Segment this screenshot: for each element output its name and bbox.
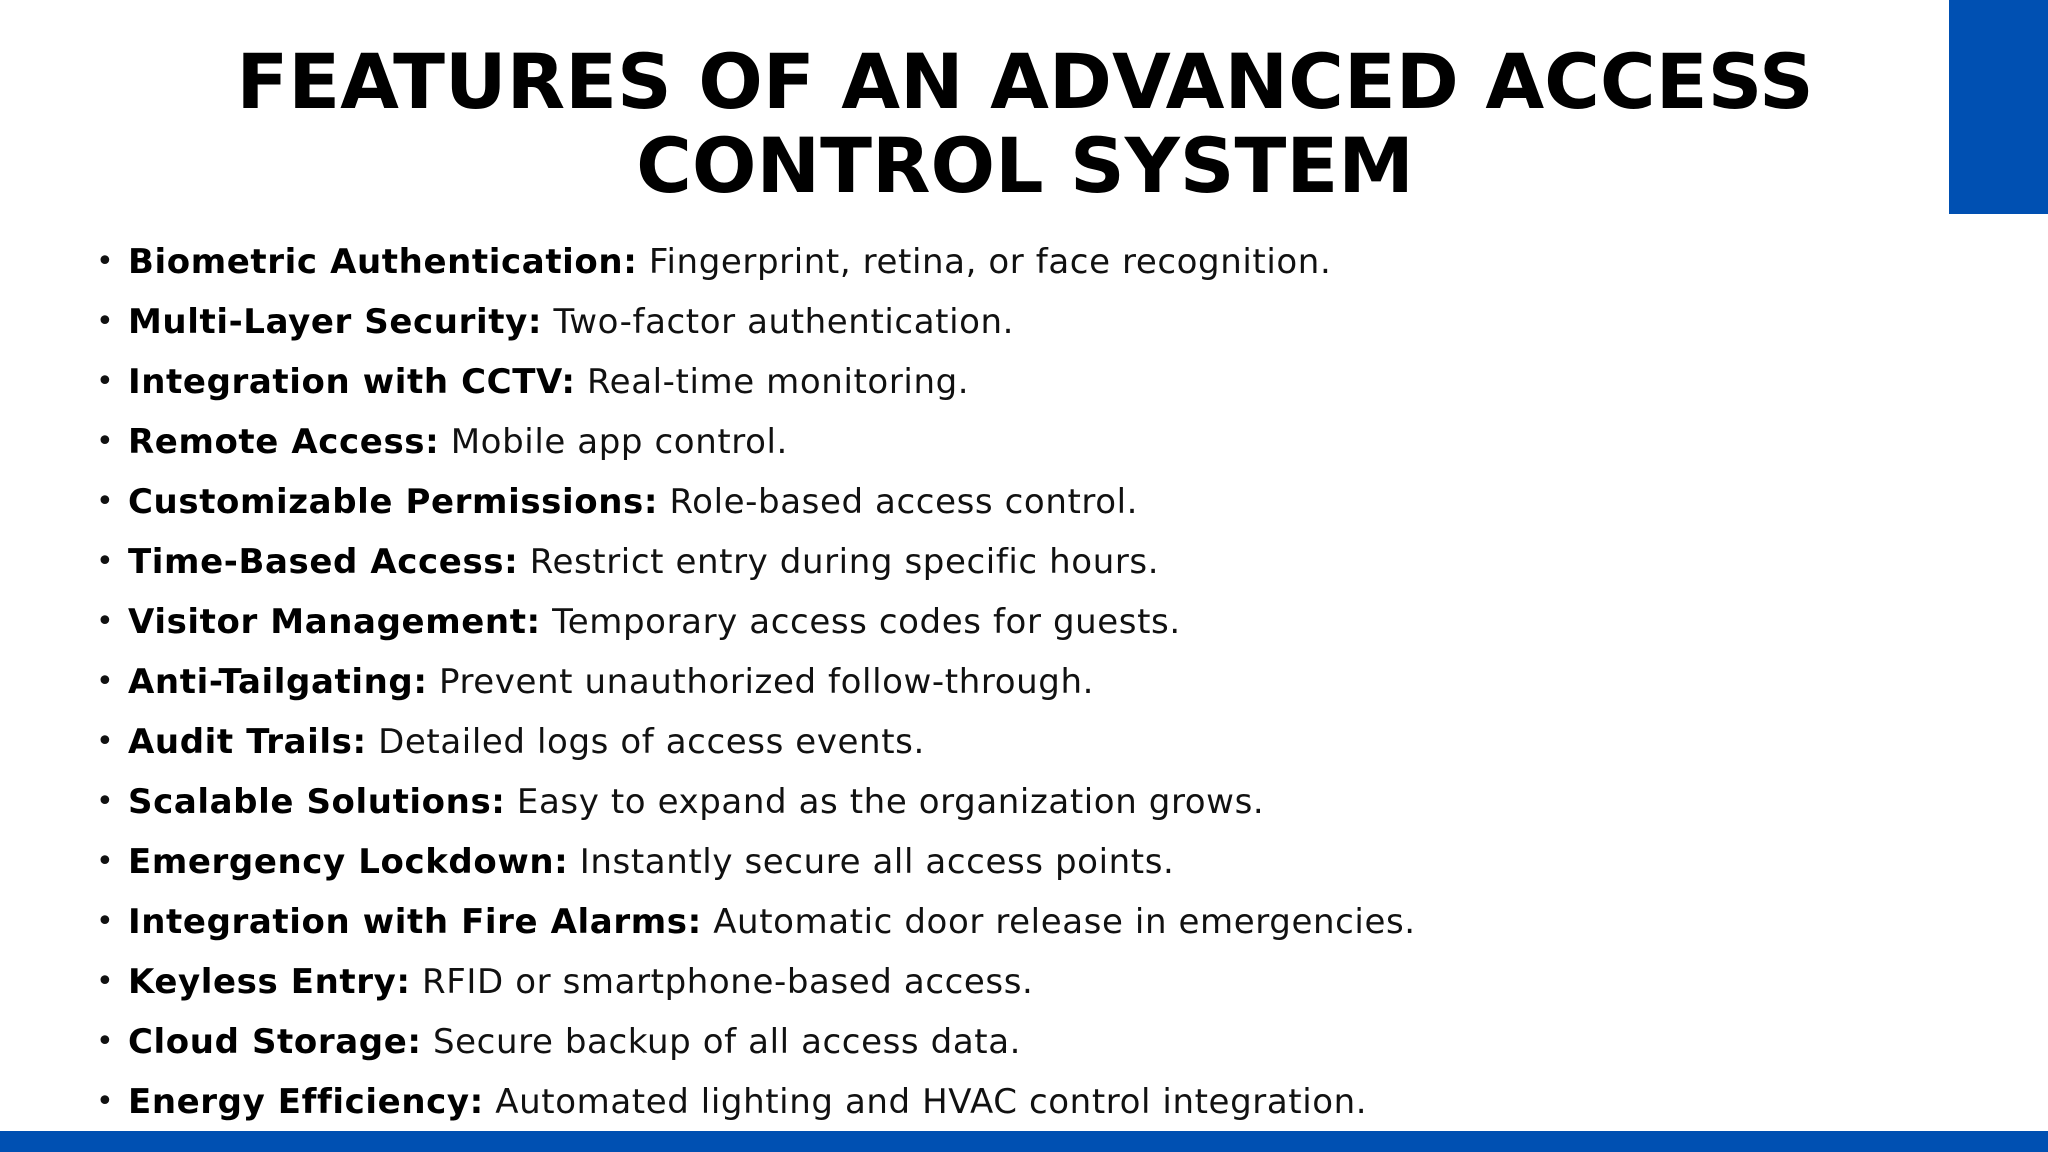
feature-item-integration-cctv bbox=[96, 356, 1896, 416]
bullet-icon: • bbox=[96, 364, 115, 399]
feature-item-integration-fire-alarms bbox=[96, 896, 1896, 956]
bullet-icon: • bbox=[96, 604, 115, 639]
feature-term: Emergency Lockdown: bbox=[128, 842, 569, 882]
slide-title-line-1: FEATURES OF AN ADVANCED ACCESS bbox=[236, 37, 1814, 126]
feature-term: Remote Access: bbox=[128, 422, 440, 462]
feature-description: Real-time monitoring. bbox=[575, 362, 970, 402]
feature-description: Fingerprint, retina, or face recognition. bbox=[637, 242, 1332, 282]
bullet-icon: • bbox=[96, 304, 115, 339]
feature-item-audit-trails bbox=[96, 716, 1896, 776]
corner-accent-bar bbox=[1949, 0, 2048, 214]
feature-description: RFID or smartphone-based access. bbox=[410, 962, 1034, 1002]
feature-list bbox=[96, 236, 1896, 1136]
feature-item-keyless-entry bbox=[96, 956, 1896, 1016]
bullet-icon: • bbox=[96, 904, 115, 939]
bullet-icon: • bbox=[96, 724, 115, 759]
feature-term: Integration with CCTV: bbox=[128, 362, 576, 402]
feature-term: Energy Efficiency: bbox=[128, 1082, 484, 1122]
feature-term: Integration with Fire Alarms: bbox=[128, 902, 702, 942]
feature-item-visitor-management bbox=[96, 596, 1896, 656]
bullet-icon: • bbox=[96, 424, 115, 459]
feature-description: Secure backup of all access data. bbox=[421, 1022, 1022, 1062]
bullet-icon: • bbox=[96, 544, 115, 579]
bullet-icon: • bbox=[96, 664, 115, 699]
feature-description: Automatic door release in emergencies. bbox=[701, 902, 1416, 942]
slide-title bbox=[180, 37, 1870, 210]
bullet-icon: • bbox=[96, 1084, 115, 1119]
slide-title-line-2: CONTROL SYSTEM bbox=[636, 121, 1414, 210]
feature-term: Time-Based Access: bbox=[128, 542, 519, 582]
feature-item-customizable-permissions bbox=[96, 476, 1896, 536]
feature-item-scalable-solutions bbox=[96, 776, 1896, 836]
feature-item-time-based-access bbox=[96, 536, 1896, 596]
feature-description: Temporary access codes for guests. bbox=[540, 602, 1181, 642]
feature-description: Restrict entry during specific hours. bbox=[518, 542, 1160, 582]
feature-item-remote-access bbox=[96, 416, 1896, 476]
feature-description: Automated lighting and HVAC control integration. bbox=[483, 1082, 1368, 1122]
feature-item-anti-tailgating bbox=[96, 656, 1896, 716]
bullet-icon: • bbox=[96, 244, 115, 279]
feature-item-energy-efficiency bbox=[96, 1076, 1896, 1136]
feature-term: Anti-Tailgating: bbox=[128, 662, 428, 702]
feature-item-emergency-lockdown bbox=[96, 836, 1896, 896]
feature-description: Mobile app control. bbox=[439, 422, 788, 462]
feature-item-multi-layer-security bbox=[96, 296, 1896, 356]
feature-item-cloud-storage bbox=[96, 1016, 1896, 1076]
feature-description: Detailed logs of access events. bbox=[366, 722, 925, 762]
feature-term: Audit Trails: bbox=[128, 722, 367, 762]
feature-term: Customizable Permissions: bbox=[128, 482, 659, 522]
bullet-icon: • bbox=[96, 484, 115, 519]
bullet-icon: • bbox=[96, 844, 115, 879]
feature-term: Biometric Authentication: bbox=[128, 242, 638, 282]
feature-term: Keyless Entry: bbox=[128, 962, 411, 1002]
feature-item-biometric-authentication bbox=[96, 236, 1896, 296]
feature-description: Easy to expand as the organization grows. bbox=[505, 782, 1265, 822]
feature-description: Prevent unauthorized follow-through. bbox=[427, 662, 1095, 702]
feature-description: Instantly secure all access points. bbox=[568, 842, 1175, 882]
feature-description: Two-factor authentication. bbox=[542, 302, 1015, 342]
bullet-icon: • bbox=[96, 964, 115, 999]
feature-term: Scalable Solutions: bbox=[128, 782, 506, 822]
feature-term: Cloud Storage: bbox=[128, 1022, 422, 1062]
bullet-icon: • bbox=[96, 784, 115, 819]
feature-term: Visitor Management: bbox=[128, 602, 541, 642]
bullet-icon: • bbox=[96, 1024, 115, 1059]
feature-description: Role-based access control. bbox=[658, 482, 1139, 522]
bottom-accent-bar bbox=[0, 1131, 2048, 1152]
feature-term: Multi-Layer Security: bbox=[128, 302, 543, 342]
